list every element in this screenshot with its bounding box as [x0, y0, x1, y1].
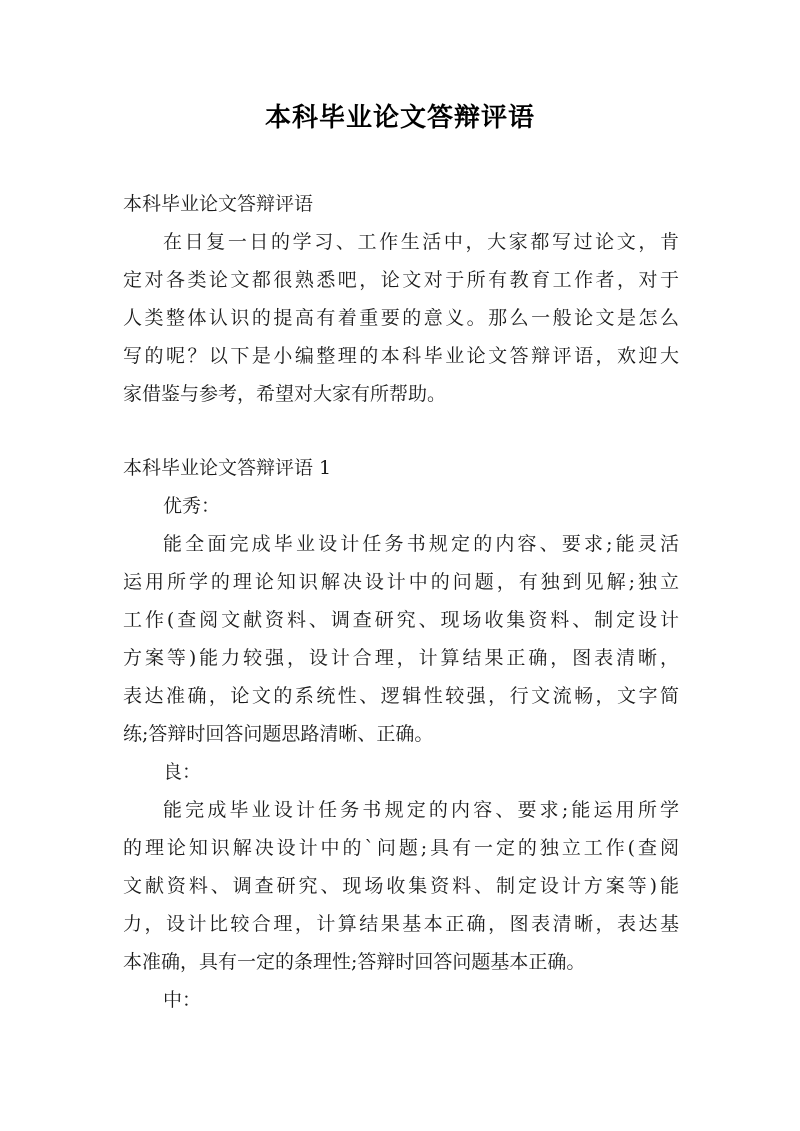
grade-label-medium: 中： [163, 989, 202, 1011]
grade-label-excellent: 优秀： [163, 495, 221, 517]
intro-line: 定对各类论文都很熟悉吧，论文对于所有教育工作者，对于 [123, 269, 679, 291]
document-title: 本科毕业论文答辩评语 [264, 103, 535, 133]
excellent-line: 方案等)能力较强，设计合理，计算结果正确，图表清晰， [123, 647, 679, 669]
excellent-line: 练;答辩时回答问题思路清晰、正确。 [123, 723, 434, 745]
good-line: 文献资料、调查研究、现场收集资料、制定设计方案等)能 [123, 875, 679, 897]
good-line: 力，设计比较合理，计算结果基本正确，图表清晰，表达基 [123, 913, 679, 935]
good-line: 能完成毕业设计任务书规定的内容、要求;能运用所学 [163, 799, 679, 821]
intro-line: 在日复一日的学习、工作生活中，大家都写过论文，肯 [163, 231, 679, 253]
section-heading: 本科毕业论文答辩评语 1 [123, 457, 332, 479]
good-line: 的理论知识解决设计中的`问题;具有一定的独立工作(查阅 [123, 837, 679, 859]
intro-line: 家借鉴与参考，希望对大家有所帮助。 [123, 383, 447, 405]
grade-label-good: 良： [163, 761, 202, 783]
intro-line: 人类整体认识的提高有着重要的意义。那么一般论文是怎么 [123, 307, 679, 329]
document-subtitle: 本科毕业论文答辩评语 [123, 193, 314, 215]
intro-line: 写的呢？以下是小编整理的本科毕业论文答辩评语，欢迎大 [123, 345, 679, 367]
excellent-line: 能全面完成毕业设计任务书规定的内容、要求;能灵活 [163, 533, 679, 555]
excellent-line: 工作(查阅文献资料、调查研究、现场收集资料、制定设计 [123, 609, 679, 631]
excellent-line: 运用所学的理论知识解决设计中的问题，有独到见解;独立 [123, 571, 679, 593]
excellent-line: 表达准确，论文的系统性、逻辑性较强，行文流畅，文字简 [123, 685, 679, 707]
good-line: 本准确，具有一定的条理性;答辩时回答问题基本正确。 [123, 951, 586, 973]
